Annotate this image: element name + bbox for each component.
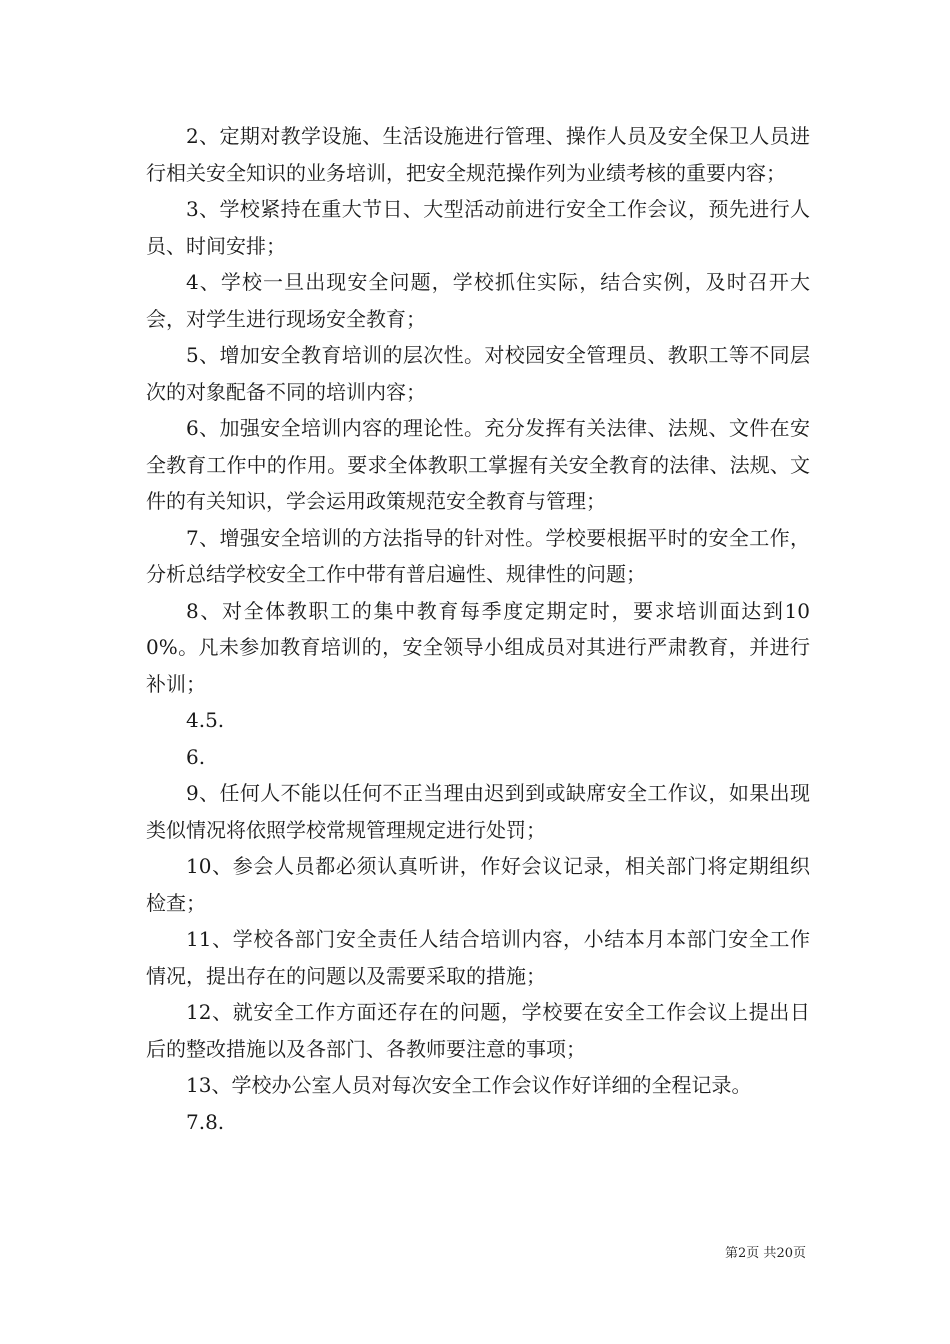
paragraph-item-13: 13、学校办公室人员对每次安全工作会议作好详细的全程记录。 [186, 1073, 752, 1097]
paragraph-item-9: 9、任何人不能以任何不正当理由迟到到或缺席安全工作议，如果出现类似情况将依照学校常规管理规定进行处罚； [146, 781, 810, 842]
paragraph-item-3: 3、学校紧持在重大节日、大型活动前进行安全工作会议，预先进行人员、时间安排； [146, 197, 810, 258]
paragraph-fragment-7-8: 7.8. [186, 1109, 225, 1134]
document-body [146, 118, 810, 1140]
paragraph-item-2: 2、定期对教学设施、生活设施进行管理、操作人员及安全保卫人员进行相关安全知识的业务培训，把安全规范操作列为业绩考核的重要内容； [146, 124, 810, 185]
footer-middle: 页 共 [746, 1246, 777, 1261]
footer-prefix: 第 [725, 1246, 739, 1261]
paragraph-item-5: 5、增加安全教育培训的层次性。对校园安全管理员、教职工等不同层次的对象配备不同的培训内容； [146, 343, 810, 404]
paragraph-item-12: 12、就安全工作方面还存在的问题，学校要在安全工作会议上提出日后的整改措施以及各部门、各教师要注意的事项； [146, 1000, 810, 1061]
paragraph-item-4: 4、学校一旦出现安全问题，学校抓住实际，结合实例，及时召开大会，对学生进行现场安全教育； [146, 270, 810, 331]
page-footer [725, 1245, 806, 1263]
paragraph-item-10: 10、参会人员都必须认真听讲，作好会议记录，相关部门将定期组织检查； [146, 854, 810, 915]
footer-suffix: 页 [792, 1246, 806, 1261]
current-page-number: 2 [738, 1246, 747, 1261]
paragraph-item-8: 8、对全体教职工的集中教育每季度定期定时，要求培训面达到100%。凡未参加教育培训的，安全领导小组成员对其进行严肃教育，并进行补训； [146, 598, 810, 696]
paragraph-fragment-6: 6. [186, 744, 206, 769]
paragraph-fragment-4-5: 4.5. [186, 708, 225, 732]
paragraph-item-7: 7、增强安全培训的方法指导的针对性。学校要根据平时的安全工作，分析总结学校安全工作中带有普启遍性、规律性的问题； [146, 525, 810, 586]
paragraph-item-6: 6、加强安全培训内容的理论性。充分发挥有关法律、法规、文件在安全教育工作中的作用。要求全体教职工掌握有关安全教育的法律、法规、文件的有关知识，学会运用政策规范安全教育与管理； [146, 416, 810, 513]
total-page-count: 20 [776, 1246, 793, 1261]
paragraph-item-11: 11、学校各部门安全责任人结合培训内容，小结本月本部门安全工作情况，提出存在的问题以及需要采取的措施； [146, 927, 810, 988]
